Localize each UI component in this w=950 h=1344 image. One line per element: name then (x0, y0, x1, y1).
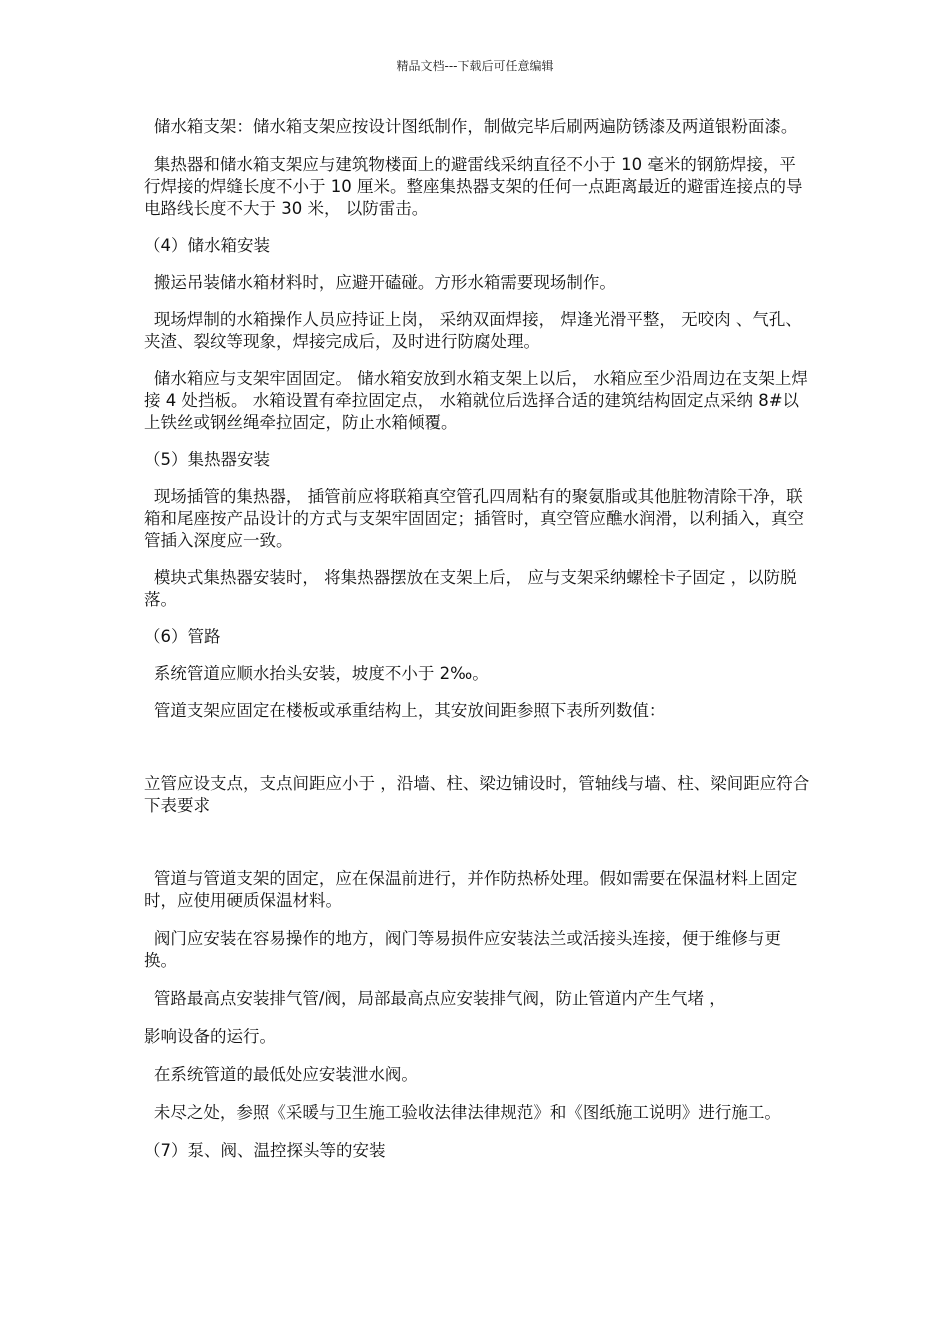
paragraph-lightning-welding: 集热器和储水箱支架应与建筑物楼面上的避雷线采纳直径不小于 10 毫米的钢筋焊接，平行焊接的焊缝长度不小于 10 厘米。整座集热器支架的任何一点距离最近的避雷连接点的导电路线长度不大于 30 米， 以防雷击。 (144, 155, 803, 218)
paragraph-reference-standards: 未尽之处，参照《采暖与卫生施工验收法律法律规范》和《图纸施工说明》进行施工。 (153, 1103, 781, 1122)
paragraph-collector-tube-insertion: 现场插管的集热器， 插管前应将联箱真空管孔四周粘有的聚氨脂或其他脏物清除干净，联箱和尾座按产品设计的方式与支架牢固固定；插管时，真空管应醮水润滑，以利插入，真空管插入深度应一致。 (144, 487, 804, 550)
paragraph-pipe-slope: 系统管道应顺水抬头安装，坡度不小于 2‰。 (153, 664, 489, 683)
paragraph-drain-valve: 在系统管道的最低处应安装泄水阀。 (153, 1065, 418, 1084)
document-body (144, 116, 810, 1162)
paragraph-tank-transport: 搬运吊装储水箱材料时，应避开磕碰。方形水箱需要现场制作。 (153, 273, 616, 292)
paragraph-tank-welding: 现场焊制的水箱操作人员应持证上岗， 采纳双面焊接， 焊逢光滑平整， 无咬肉 、气孔、夹渣、裂纹等现象，焊接完成后，及时进行防腐处理。 (144, 310, 802, 351)
paragraph-pipe-fixing-insulation: 管道与管道支架的固定，应在保温前进行，并作防热桥处理。假如需要在保温材料上固定时，应使用硬质保温材料。 (144, 869, 798, 910)
paragraph-valve-installation: 阀门应安装在容易操作的地方，阀门等易损件应安装法兰或活接头连接，便于维修与更换。 (144, 929, 781, 970)
paragraph-pipe-support-spacing: 管道支架应固定在楼板或承重结构上，其安放间距参照下表所列数值： (153, 701, 666, 720)
paragraph-tank-fixing: 储水箱应与支架牢固固定。 储水箱安放到水箱支架上以后， 水箱应至少沿周边在支架上焊接 4 处挡板。 水箱设置有牵拉固定点， 水箱就位后选择合适的建筑结构固定点采纳 8#以上铁丝或钢丝绳牵拉固定，防止水箱倾覆。 (144, 369, 808, 432)
paragraph-riser-support: 立管应设支点，支点间距应小于 ，沿墙、柱、梁边铺设时，管轴线与墙、柱、梁间距应符合下表要求 (144, 774, 810, 815)
section-heading-7: （7）泵、阀、温控探头等的安装 (144, 1141, 386, 1160)
paragraph-exhaust-valve-continued: 影响设备的运行。 (144, 1027, 276, 1046)
section-heading-5: （5）集热器安装 (144, 450, 270, 469)
paragraph-modular-collector: 模块式集热器安装时， 将集热器摆放在支架上后， 应与支架采纳螺栓卡子固定 ，以防脱落。 (144, 568, 797, 609)
section-heading-6: （6）管路 (144, 627, 221, 646)
paragraph-storage-tank-support: 储水箱支架：储水箱支架应按设计图纸制作，制做完毕后刷两遍防锈漆及两道银粉面漆。 (153, 117, 798, 136)
section-heading-4: （4）储水箱安装 (144, 236, 270, 255)
page-header-watermark: 精品文档---下载后可任意编辑 (396, 59, 554, 73)
paragraph-exhaust-valve: 管路最高点安装排气管/阀，局部最高点应安装排气阀，防止管道内产生气堵 ， (153, 989, 726, 1008)
